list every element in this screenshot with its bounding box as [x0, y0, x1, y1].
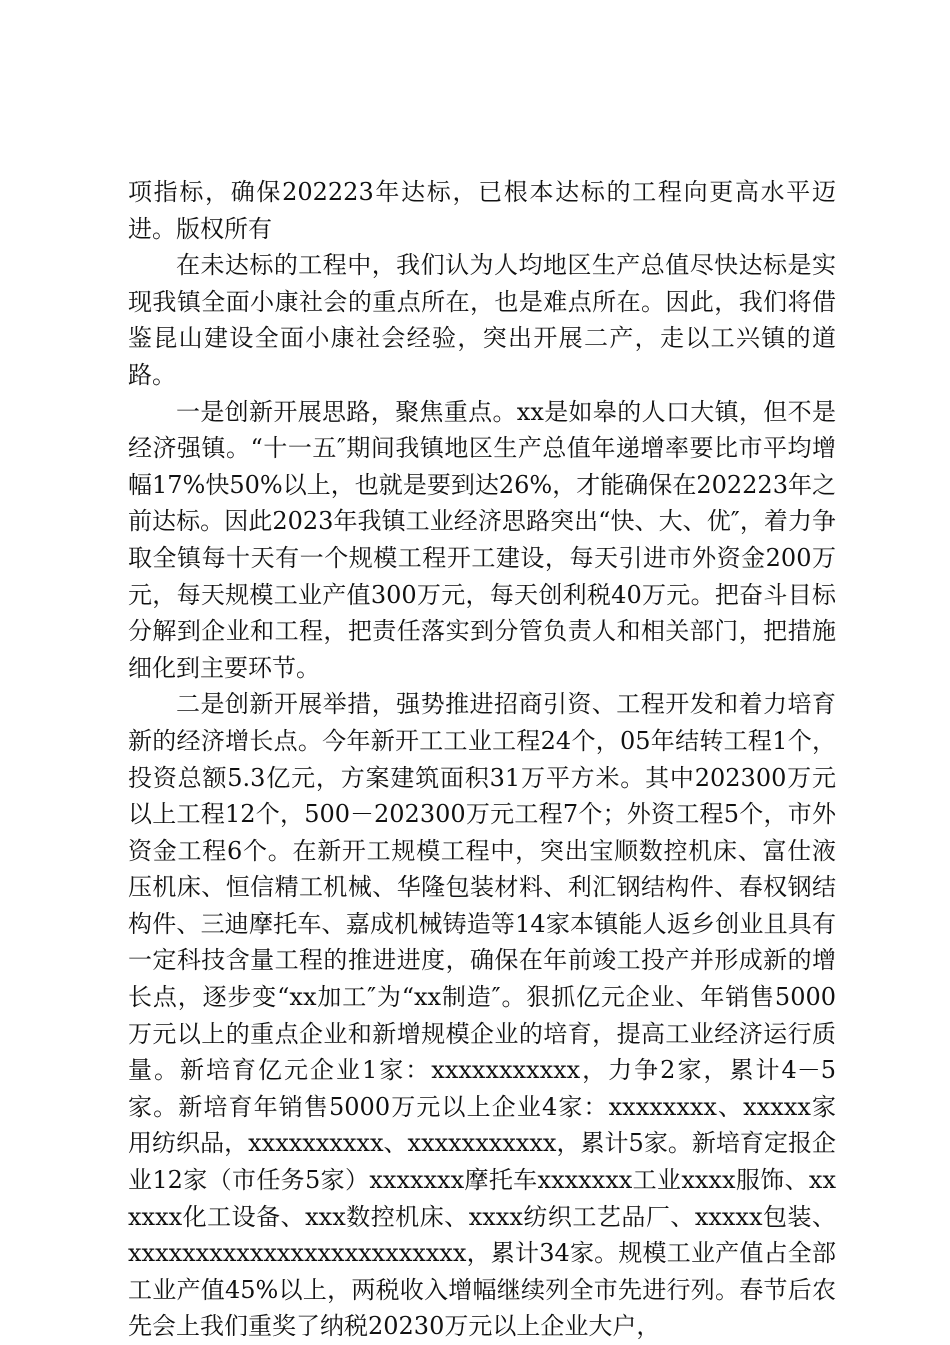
- document-body: [128, 174, 836, 1345]
- paragraph-unmet-targets: 在未达标的工程中，我们认为人均地区生产总值尽快达标是实现我镇全面小康社会的重点所在，也是难点所在。因此，我们将借鉴昆山建设全面小康社会经验，突出开展二产，走以工兴镇的道路。: [128, 251, 836, 389]
- paragraph-development-measures: 二是创新开展举措，强势推进招商引资、工程开发和着力培育新的经济增长点。今年新开工工业工程24个，05年结转工程1个，投资总额5.3亿元，方案建筑面积31万平方米。其中202300万元以上工程12个，500－202300万元工程7个；外资工程5个，市外资金工程6个。在新开工规模工程中，突出宝顺数控机床、富仕液压机床、恒信精工机械、华隆包装材料、利汇钢结构件、春权钢结构件、三迪摩托车、嘉成机械铸造等14家本镇能人返乡创业且具有一定科技含量工程的推进进度，确保在年前竣工投产并形成新的增长点，逐步变“xx加工″为“xx制造″。狠抓亿元企业、年销售5000万元以上的重点企业和新增规模企业的培育，提高工业经济运行质量。新培育亿元企业1家：xxxxxxxxxxx，力争2家，累计4－5家。新培育年销售5000万元以上企业4家：xxxxxxxx、xxxxx家用纺织品，xxxxxxxxxx、xxxxxxxxxxx，累计5家。新培育定报企业12家（市任务5家）xxxxxxx摩托车xxxxxxx工业xxxx服饰、xxxxxx化工设备、xxx数控机床、xxxx纺织工艺品厂、xxxxx包装、xxxxxxxxxxxxxxxxxxxxxxxxx，累计34家。规模工业产值占全部工业产值45%以上，两税收入增幅继续列全市先进行列。春节后农先会上我们重奖了纳税20230万元以上企业大户，: [128, 690, 836, 1341]
- paragraph-development-approach: 一是创新开展思路，聚焦重点。xx是如皋的人口大镇，但不是经济强镇。“十一五″期间我镇地区生产总值年递增率要比市平均增幅17%快50%以上，也就是要到达26%，才能确保在202223年之前达标。因此2023年我镇工业经济思路突出“快、大、优″，着力争取全镇每十天有一个规模工程开工建设，每天引进市外资金200万元，每天规模工业产值300万元，每天创利税40万元。把奋斗目标分解到企业和工程，把责任落实到分管负责人和相关部门，把措施细化到主要环节。: [128, 397, 836, 682]
- paragraph-continuation: 项指标，确保202223年达标，已根本达标的工程向更高水平迈进。版权所有: [128, 178, 836, 243]
